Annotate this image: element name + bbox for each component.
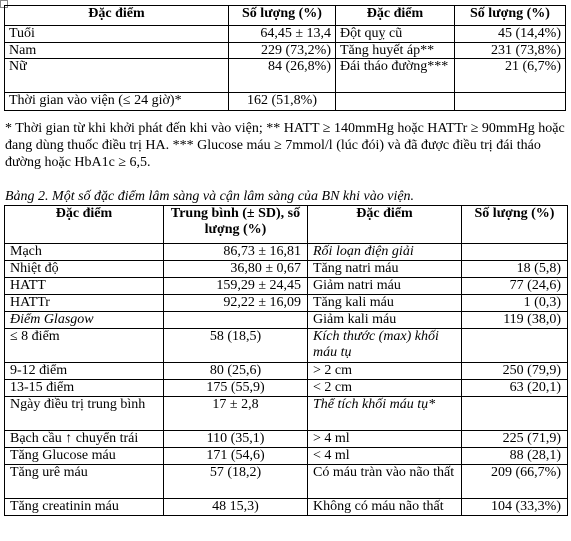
table-cell: 175 (55,9): [164, 380, 308, 397]
table-cell: 57 (18,2): [164, 465, 308, 499]
table-cell: Bạch cầu ↑ chuyển trái: [5, 431, 164, 448]
table-cell: Mạch: [5, 244, 164, 261]
table-cell: 162 (51,8%): [229, 93, 336, 111]
table-cell: 209 (66,7%): [462, 465, 568, 499]
table-cell: < 2 cm: [308, 380, 462, 397]
table-cell: Kích thước (max) khối máu tụ: [308, 329, 462, 363]
table-cell: 84 (26,8%): [229, 59, 336, 93]
table-cell: 171 (54,6): [164, 448, 308, 465]
table-row: [5, 261, 568, 278]
table-cell: 64,45 ± 13,4: [229, 26, 336, 43]
table-cell: Tăng urê máu: [5, 465, 164, 499]
table-cell: Tuổi: [5, 26, 229, 43]
table-2-header-cell: Đặc điểm: [308, 206, 462, 244]
table-row: [5, 93, 566, 111]
table-cell: 9-12 điểm: [5, 363, 164, 380]
table-cell: Tăng huyết áp**: [336, 42, 455, 59]
table-1: [4, 5, 566, 111]
table-cell: 13-15 điểm: [5, 380, 164, 397]
table-cell: 250 (79,9): [462, 363, 568, 380]
table-cell: [336, 93, 455, 111]
table-cell: 110 (35,1): [164, 431, 308, 448]
table-cell: Tăng kali máu: [308, 295, 462, 312]
table-cell: Tăng creatinin máu: [5, 499, 164, 516]
table-cell: HATT: [5, 278, 164, 295]
table-row: [5, 278, 568, 295]
table-cell: Tăng natri máu: [308, 261, 462, 278]
table-cell: Giảm kali máu: [308, 312, 462, 329]
table-row: [5, 499, 568, 516]
table-2-caption: Bảng 2. Một số đặc điểm lâm sàng và cận lâm sàng của BN khi vào viện.: [5, 189, 415, 204]
table-row: [5, 312, 568, 329]
table-cell: 18 (5,8): [462, 261, 568, 278]
table-row: [5, 26, 566, 43]
table-cell: 45 (14,4%): [455, 26, 566, 43]
table-cell: > 2 cm: [308, 363, 462, 380]
table-row: [5, 380, 568, 397]
table-cell: Đái tháo đường***: [336, 59, 455, 93]
table-cell: 63 (20,1): [462, 380, 568, 397]
table-row: [5, 448, 568, 465]
table-cell: 36,80 ± 0,67: [164, 261, 308, 278]
table-cell: 58 (18,5): [164, 329, 308, 363]
table-cell: HATTr: [5, 295, 164, 312]
table-1-header-cell: Đặc điểm: [336, 6, 455, 26]
table-cell: 21 (6,7%): [455, 59, 566, 93]
table-1-header-cell: Số lượng (%): [229, 6, 336, 26]
table-cell: [462, 397, 568, 431]
table-cell: Tăng Glucose máu: [5, 448, 164, 465]
table-1-footnote: * Thời gian từ khi khởi phát đến khi vào viện; ** HATT ≥ 140mmHg hoặc HATTr ≥ 90mmHg hoặc đang dùng thuốc điều trị HA. *** Glucose máu ≥ 7mmol/l (lúc đói) và đã được điều trị đái tháo đường hoặc HbA1c ≥ 6,5.: [5, 121, 565, 170]
table-cell: 17 ± 2,8: [164, 397, 308, 431]
table-cell: [164, 312, 308, 329]
table-cell: 119 (38,0): [462, 312, 568, 329]
table-row: [5, 295, 568, 312]
table-cell: Không có máu não thất: [308, 499, 462, 516]
table-cell: 48 15,3): [164, 499, 308, 516]
table-row: [5, 397, 568, 431]
table-cell: Thể tích khối máu tụ*: [308, 397, 462, 431]
table-cell: 231 (73,8%): [455, 42, 566, 59]
table-cell: [462, 329, 568, 363]
table-row: [5, 465, 568, 499]
table-cell: Thời gian vào viện (≤ 24 giờ)*: [5, 93, 229, 111]
table-1-header-cell: Đặc điểm: [5, 6, 229, 26]
table-row: [5, 431, 568, 448]
table-row: [5, 363, 568, 380]
table-cell: 92,22 ± 16,09: [164, 295, 308, 312]
table-2-header-cell: Đặc điểm: [5, 206, 164, 244]
table-cell: [455, 93, 566, 111]
table-row: [5, 244, 568, 261]
table-row: [5, 329, 568, 363]
table-2-header-cell: Trung bình (± SD), số lượng (%): [164, 206, 308, 244]
table-2-header-row: [5, 206, 568, 244]
table-2-header-cell: Số lượng (%): [462, 206, 568, 244]
table-cell: [462, 244, 568, 261]
table-row: [5, 42, 566, 59]
table-cell: 1 (0,3): [462, 295, 568, 312]
table-cell: 159,29 ± 24,45: [164, 278, 308, 295]
table-cell: Rối loạn điện giải: [308, 244, 462, 261]
table-cell: Đột quỵ cũ: [336, 26, 455, 43]
table-cell: Có máu tràn vào não thất: [308, 465, 462, 499]
table-cell: 225 (71,9): [462, 431, 568, 448]
table-cell: 88 (28,1): [462, 448, 568, 465]
table-1-header-cell: Số lượng (%): [455, 6, 566, 26]
table-cell: 104 (33,3%): [462, 499, 568, 516]
table-cell: Giảm natri máu: [308, 278, 462, 295]
table-cell: Ngày điều trị trung bình: [5, 397, 164, 431]
table-2: [4, 205, 568, 516]
table-1-header-row: [5, 6, 566, 26]
table-cell: Nam: [5, 42, 229, 59]
table-cell: ≤ 8 điểm: [5, 329, 164, 363]
table-cell: 229 (73,2%): [229, 42, 336, 59]
table-cell: 77 (24,6): [462, 278, 568, 295]
table-cell: Nhiệt độ: [5, 261, 164, 278]
table-cell: Nữ: [5, 59, 229, 93]
table-cell: < 4 ml: [308, 448, 462, 465]
table-cell: > 4 ml: [308, 431, 462, 448]
table-cell: 86,73 ± 16,81: [164, 244, 308, 261]
table-row: [5, 59, 566, 93]
table-cell: 80 (25,6): [164, 363, 308, 380]
table-cell: Điểm Glasgow: [5, 312, 164, 329]
